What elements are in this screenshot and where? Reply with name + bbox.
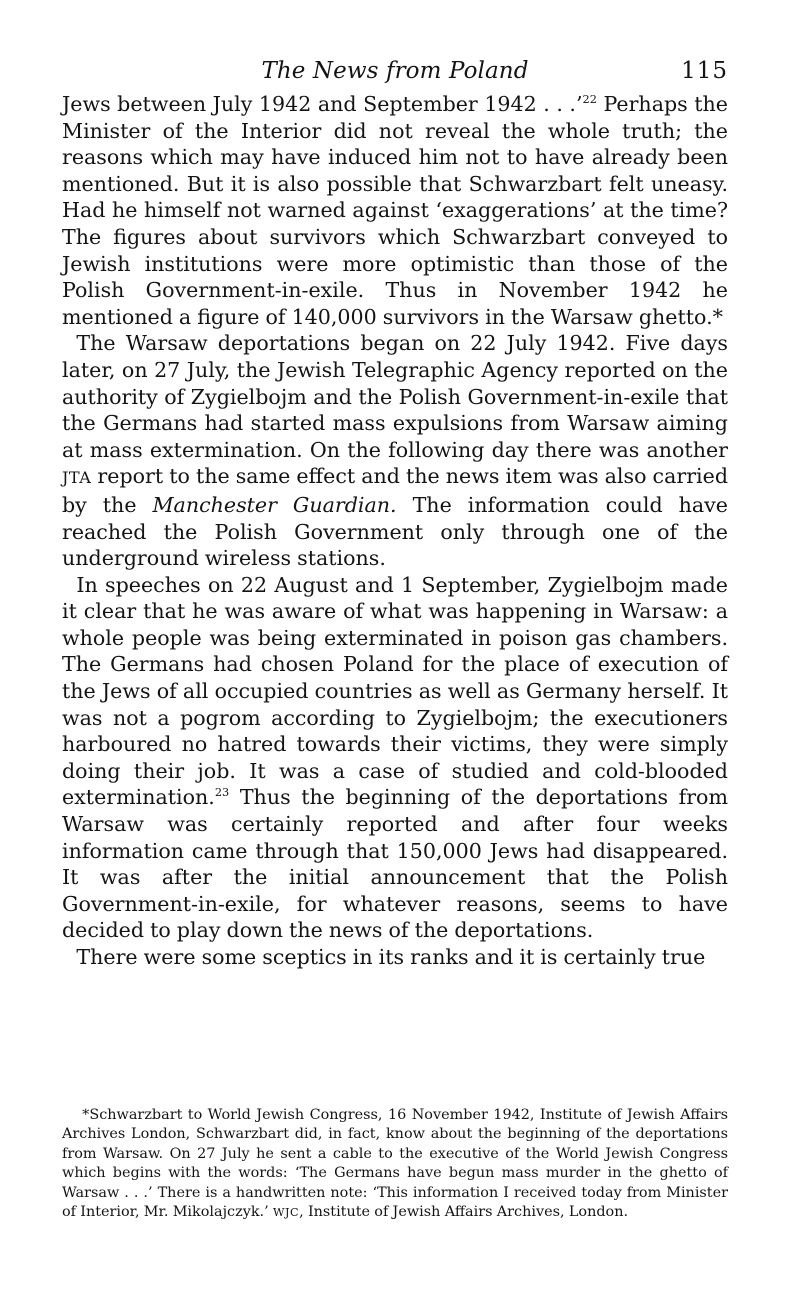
footnote-star xyxy=(62,1106,728,1222)
running-head xyxy=(62,56,728,88)
wjc-abbrev: WJC xyxy=(272,1206,300,1220)
paragraph-1-text-a: Jews between July 1942 and September 1942 . . .’ xyxy=(62,92,583,116)
paragraph-3-text-a: In speeches on 22 August and 1 September, Zygielbojm made it clear that he was aware of what was happening in Warsaw: a whole people was being exterminated in poison gas chambers. The Germans had chosen Poland for the place of execution of the Jews of all occupied countries as well as Germany herself. It was not a pogrom according to Zygielbojm; the executioners harboured no hatred towards their victims, they were simply doing their job. It was a case of studied and cold-blooded extermination. xyxy=(62,572,728,810)
jta-abbrev: JTA xyxy=(62,468,92,488)
paragraph-2-text-b: report to the same effect and the news item was also carried by the xyxy=(62,464,728,517)
paragraph-2 xyxy=(62,330,728,571)
body-text xyxy=(62,91,728,971)
paragraph-4-text-a: There were some sceptics in its ranks and it is certainly true xyxy=(76,945,706,969)
footnotes xyxy=(62,1106,728,1222)
footnote-ref-23: 23 xyxy=(214,785,230,800)
paragraph-4 xyxy=(62,944,728,971)
footnote-text-b: , Institute of Jewish Affairs Archives, London. xyxy=(299,1204,629,1221)
paragraph-1 xyxy=(62,91,728,330)
paragraph-3-text-b: Thus the beginning of the deportations from Warsaw was certainly reported and after four weeks information came through that 150,000 Jews had disappeared. It was after the initial announcement that the Polish Government-in-exile, for whatever reasons, seems to have decided to play down the news of the deportations. xyxy=(62,785,728,943)
paragraph-3 xyxy=(62,572,728,944)
paragraph-1-text-b: Perhaps the Minister of the Interior did not reveal the whole truth; the reasons which may have induced him not to have already been mentioned. But it is also possible that Schwarzbart felt uneasy. Had he himself not warned against ‘exaggerations’ at the time? The figures about survivors which Schwarzbart conveyed to Jewish institutions were more optimistic than those of the Polish Government-in-exile. Thus in November 1942 he mentioned a figure of 140,000 survivors in the Warsaw ghetto.* xyxy=(62,92,728,329)
running-title: The News from Poland xyxy=(261,58,529,84)
newspaper-title: Manchester Guardian. xyxy=(152,492,397,517)
paragraph-2-text-c: The information could have reached the Polish Government only through one of the underground wireless stations. xyxy=(62,492,728,571)
paragraph-2-text-a: The Warsaw deportations began on 22 July 1942. Five days later, on 27 July, the Jewish Telegraphic Agency reported on the authority of Zygielbojm and the Polish Government-in-exile that the Germans had started mass expulsions from Warsaw aiming at mass extermination. On the following day there was another xyxy=(62,331,728,462)
page-number: 115 xyxy=(681,58,728,84)
footnote-ref-22: 22 xyxy=(582,92,597,107)
footnote-text-a: *Schwarzbart to World Jewish Congress, 16 November 1942, Institute of Jewish Affairs Archives London, Schwarzbart did, in fact, know about the beginning of the deportations from Warsaw. On 27 July he sent a cable to the executive of the World Jewish Congress which begins with the words: ‘The Germans have begun mass murder in the ghetto of Warsaw . . .’ There is a handwritten note: ‘This information I received today from Minister of Interior, Mr. Mikolajczyk.’ xyxy=(62,1107,728,1221)
